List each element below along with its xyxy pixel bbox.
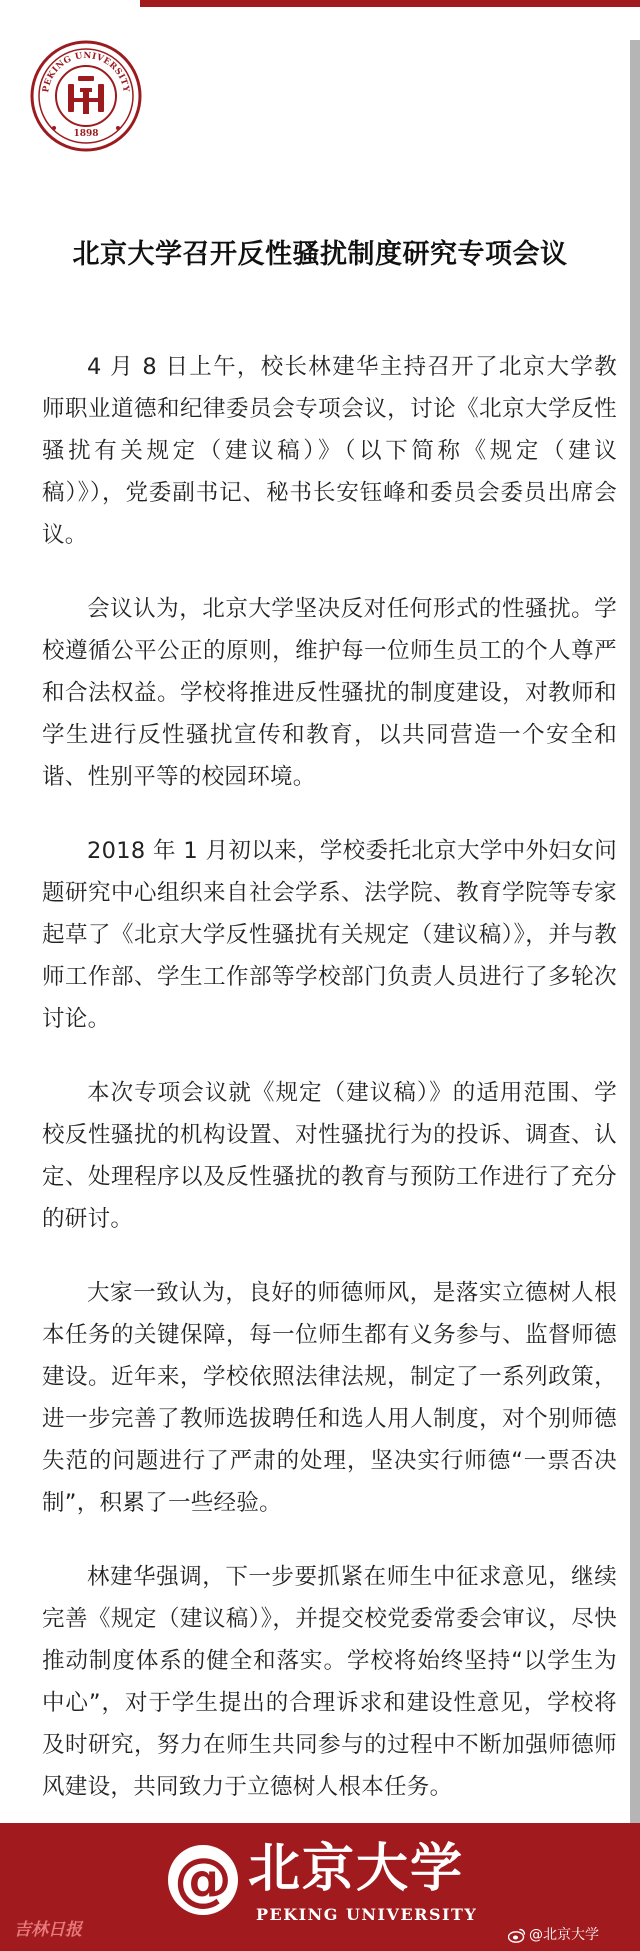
university-seal-logo bbox=[30, 40, 142, 152]
at-sign-icon: @ bbox=[168, 1845, 238, 1915]
weibo-icon bbox=[508, 1928, 526, 1943]
footer-brand-english: PEKING UNIVERSITY bbox=[256, 1905, 478, 1924]
article-paragraph-3: 2018 年 1 月初以来，学校委托北京大学中外妇女问题研究中心组织来自社会学系、法学院、教育学院等专家起草了《北京大学反性骚扰有关规定（建议稿）》，并与教师工作部、学生工作部等学校部门负责人员进行了多轮次讨论。 bbox=[42, 838, 617, 1032]
footer-brand-chinese: 北京大学 bbox=[248, 1839, 465, 1899]
footer-brand-logo bbox=[168, 1835, 508, 1931]
top-accent-bar bbox=[140, 0, 640, 7]
article-paragraph-5: 大家一致认为，良好的师德师风，是落实立德树人根本任务的关键保障，每一位师生都有义务参与、监督师德建设。近年来，学校依照法律法规，制定了一系列政策，进一步完善了教师选拔聘任和选人用人制度，对个别师德失范的问题进行了严肃的处理，坚决实行师德“一票否决制”，积累了一些经验。 bbox=[42, 1280, 617, 1516]
article-paragraph-6: 林建华强调，下一步要抓紧在师生中征求意见，继续完善《规定（建议稿）》，并提交校党委常委会审议，尽快推动制度体系的健全和落实。学校将始终坚持“以学生为中心”，对于学生提出的合理诉求和建设性意见，学校将及时研究，努力在师生共同参与的过程中不断加强师德师风建设，共同致力于立德树人根本任务。 bbox=[42, 1564, 617, 1800]
article-paragraph-1: 4 月 8 日上午，校长林建华主持召开了北京大学教师职业道德和纪律委员会专项会议，讨论《北京大学反性骚扰有关规定（建议稿）》（以下简称《规定（建议稿）》），党委副书记、秘书长安钰峰和委员会委员出席会议。 bbox=[42, 354, 617, 548]
weibo-watermark bbox=[508, 1924, 599, 1946]
article-paragraph-4: 本次专项会议就《规定（建议稿）》的适用范围、学校反性骚扰的机构设置、对性骚扰行为的投诉、调查、认定、处理程序以及反性骚扰的教育与预防工作进行了充分的研讨。 bbox=[42, 1080, 617, 1232]
weibo-handle: @北京大学 bbox=[529, 1927, 599, 1943]
media-watermark: 吉林日报 bbox=[14, 1920, 82, 1940]
article-title: 北京大学召开反性骚扰制度研究专项会议 bbox=[72, 239, 568, 270]
seal-year: 1898 bbox=[73, 129, 99, 139]
seal-english-arc: PEKING UNIVERSITY bbox=[41, 50, 131, 94]
article-paragraph-2: 会议认为，北京大学坚决反对任何形式的性骚扰。学校遵循公平公正的原则，维护每一位师生员工的个人尊严和合法权益。学校将推进反性骚扰的制度建设，对教师和学生进行反性骚扰宣传和教育，以共同营造一个安全和谐、性别平等的校园环境。 bbox=[42, 596, 617, 790]
right-edge-strip bbox=[630, 40, 640, 1870]
article-body bbox=[42, 346, 617, 1840]
